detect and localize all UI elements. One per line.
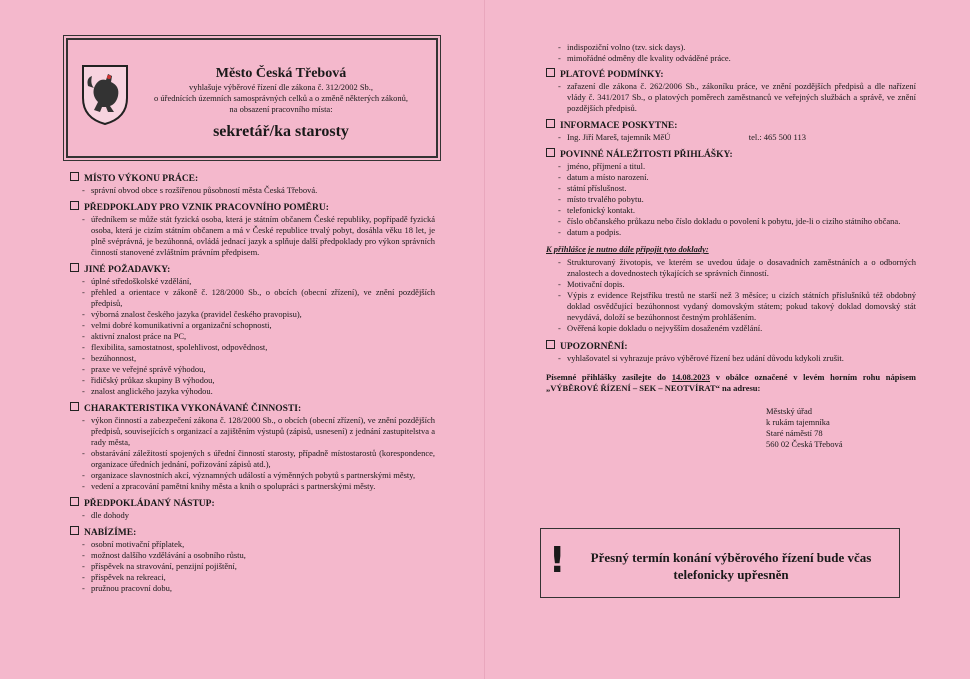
list-item: - Strukturovaný životopis, ve kterém se uvedou údaje o dosavadních zaměstnáních a o odborných znalostech a dovednostech týkajících se správních činností. [558, 257, 916, 279]
notice-box [540, 528, 900, 598]
contact-name: - Ing. Jiří Mareš, tajemník MěÚ [567, 132, 671, 142]
header-line-1: vyhlašuje výběrové řízení dle zákona č. 312/2002 Sb., [188, 82, 374, 92]
list-item: - výkon činností a zabezpečení zákona č. 128/2000 Sb., o obcích (obecní zřízení), ve znění pozdějších předpisů, souvisejících s organizací a zajištěním výstupů (zápisů, usnesení) z jednání zastupitelstva a rady města, [82, 415, 435, 448]
list-item: - správní obvod obce s rozšířenou působností města Česká Třebová. [82, 185, 435, 196]
checkbox-icon [70, 497, 79, 506]
job-title: sekretář/ka starosty [213, 123, 349, 140]
list-item: - Motivační dopis. [558, 279, 916, 290]
section-title: NABÍZÍME: [84, 528, 137, 538]
apply-label: „VÝBĚROVÉ ŘÍZENÍ – SEK – NEOTVÍRAT“ [546, 383, 720, 393]
header-line-2: o úřednících územních samosprávných celků a o změně některých zákonů, [154, 93, 408, 103]
notice-text: Přesný termín konání výběrového řízení bude včas telefonicky upřesněn [590, 550, 872, 582]
list-item: - datum a místo narození. [558, 172, 916, 183]
list-item: - vedení a zpracování pamětní knihy města a knih o spolupráci s partnerskými městy. [82, 481, 435, 492]
checkbox-icon [546, 119, 555, 128]
checkbox-icon [70, 263, 79, 272]
list-item: - Ověřená kopie dokladu o nejvyšším dosaženém vzdělání. [558, 323, 916, 334]
checkbox-icon [70, 172, 79, 181]
town-name: Město Česká Třebová [215, 66, 347, 81]
list-item: - datum a podpis. [558, 227, 916, 238]
checkbox-icon [70, 402, 79, 411]
section-title: CHARAKTERISTIKA VYKONÁVANÉ ČINNOSTI: [84, 404, 302, 414]
list-item: - příspěvek na rekreaci, [82, 572, 435, 583]
contact-phone: tel.: 465 500 113 [748, 132, 806, 142]
list-item: - aktivní znalost práce na PC, [82, 331, 435, 342]
list-item: - velmi dobré komunikativní a organizační schopnosti, [82, 320, 435, 331]
list-item: - znalost anglického jazyka výhodou. [82, 386, 435, 397]
list-item: - praxe ve veřejné správě výhodou, [82, 364, 435, 375]
section-salary [546, 68, 916, 114]
section-title: PŘEDPOKLÁDANÝ NÁSTUP: [84, 499, 215, 509]
list-item: - indispoziční volno (tzv. sick days). [558, 42, 916, 53]
page-fold [484, 0, 485, 679]
application-instructions [546, 372, 916, 394]
list-item: - obstarávání záležitostí spojených s úřední činností starosty, případně místostarostů (korespondence, organizace úředních jednání, pořizování zápisů atd.), [82, 448, 435, 470]
list-item: - státní příslušnost. [558, 183, 916, 194]
list-item: - výborná znalost českého jazyka (pravidel českého pravopisu), [82, 309, 435, 320]
list-item: - úředníkem se může stát fyzická osoba, která je státním občanem České republiky, popřípadě fyzická osoba, která je cizím státním občanem a má v České republice trvalý pobyt, dosáhla věku 18 let, je plně svéprávná, je bezúhonná, ovládá jednací jazyk a splňuje další předpoklady pro výkon správních činností stanovené zvláštním právním předpisem. [82, 214, 435, 258]
section-title: INFORMACE POSKYTNE: [560, 121, 678, 131]
section-contact [546, 119, 916, 143]
contact-row [558, 132, 916, 143]
list-item: - bezúhonnost, [82, 353, 435, 364]
section-start [70, 497, 435, 521]
exclamation-icon: ! [549, 540, 566, 581]
right-column [546, 38, 916, 450]
list-item: - vyhlašovatel si vyhrazuje právo výběrové řízení bez udání důvodu kdykoli zrušit. [558, 353, 916, 364]
section-title: PLATOVÉ PODMÍNKY: [560, 70, 664, 80]
list-item: - zařazení dle zákona č. 262/2006 Sb., zákoníku práce, ve znění pozdějších předpisů a dle nařízení vlády č. 341/2017 Sb., o platových poměrech zaměstnanců ve veřejných službách a správě, ve znění pozdějších předpisů. [558, 81, 916, 114]
list-item: - příspěvek na stravování, penzijní pojištění, [82, 561, 435, 572]
checkbox-icon [546, 340, 555, 349]
address-line: Staré náměstí 78 [766, 428, 823, 438]
list-item: - místo trvalého pobytu. [558, 194, 916, 205]
section-title: POVINNÉ NÁLEŽITOSTI PŘIHLÁŠKY: [560, 150, 733, 160]
section-job-description [70, 402, 435, 492]
coat-of-arms-icon [80, 62, 130, 126]
address-block [766, 406, 916, 450]
header-line-3: na obsazení pracovního místa: [229, 104, 333, 114]
section-place [70, 172, 435, 196]
attachments-title: K přihlášce je nutno dále připojit tyto doklady: [546, 244, 709, 254]
section-title: JINÉ POŽADAVKY: [84, 265, 171, 275]
list-item: - přehled a orientace v zákoně č. 128/2000 Sb., o obcích (obecní zřízení), ve znění pozdějších předpisů, [82, 287, 435, 309]
list-item: - mimořádné odměny dle kvality odváděné práce. [558, 53, 916, 64]
list-item: - telefonický kontakt. [558, 205, 916, 216]
list-item: - řidičský průkaz skupiny B výhodou, [82, 375, 435, 386]
address-line: k rukám tajemníka [766, 417, 830, 427]
list-item: - úplné středoškolské vzdělání, [82, 276, 435, 287]
list-item: - flexibilita, samostatnost, spolehlivost, odpovědnost, [82, 342, 435, 353]
list-item: - možnost dalšího vzdělávání a osobního růstu, [82, 550, 435, 561]
checkbox-icon [546, 68, 555, 77]
apply-text-3: na adresu: [722, 383, 761, 393]
header-box [66, 38, 438, 158]
address-line: 560 02 Česká Třebová [766, 439, 843, 449]
apply-text-2: v obálce označené v levém horním rohu nápisem [715, 372, 916, 382]
address-line: Městský úřad [766, 406, 813, 416]
list-item: - dle dohody [82, 510, 435, 521]
list-item: - pružnou pracovní dobu, [82, 583, 435, 594]
section-offer [70, 526, 435, 594]
section-notice [546, 340, 916, 364]
header-text [128, 66, 434, 141]
checkbox-icon [546, 148, 555, 157]
section-title: PŘEDPOKLADY PRO VZNIK PRACOVNÍHO POMĚRU: [84, 203, 329, 213]
list-item: - číslo občanského průkazu nebo číslo dokladu o povolení k pobytu, jde-li o cizího státního občana. [558, 216, 916, 227]
list-item: - Výpis z evidence Rejstříku trestů ne starší než 3 měsíce; u cizích státních příslušníků též obdobný doklad osvědčující bezúhonnost vydaný domovským státem; pokud takový doklad domovský stát nevydává, doloží se bezúhonnost čestným prohlášením. [558, 290, 916, 323]
section-title: MÍSTO VÝKONU PRÁCE: [84, 174, 199, 184]
section-requirements [70, 263, 435, 397]
list-item: - organizace slavnostních akcí, významných událostí a výměnných pobytů s partnerskými městy, [82, 470, 435, 481]
list-item: - jméno, příjmení a titul. [558, 161, 916, 172]
section-mandatory [546, 148, 916, 238]
checkbox-icon [70, 526, 79, 535]
section-title: UPOZORNĚNÍ: [560, 342, 628, 352]
list-item: - osobní motivační příplatek, [82, 539, 435, 550]
left-column [70, 172, 435, 599]
checkbox-icon [70, 201, 79, 210]
section-prerequisites [70, 201, 435, 258]
apply-deadline: 14.08.2023 [671, 372, 710, 382]
apply-text-1: Písemné přihlášky zasílejte do [546, 372, 667, 382]
